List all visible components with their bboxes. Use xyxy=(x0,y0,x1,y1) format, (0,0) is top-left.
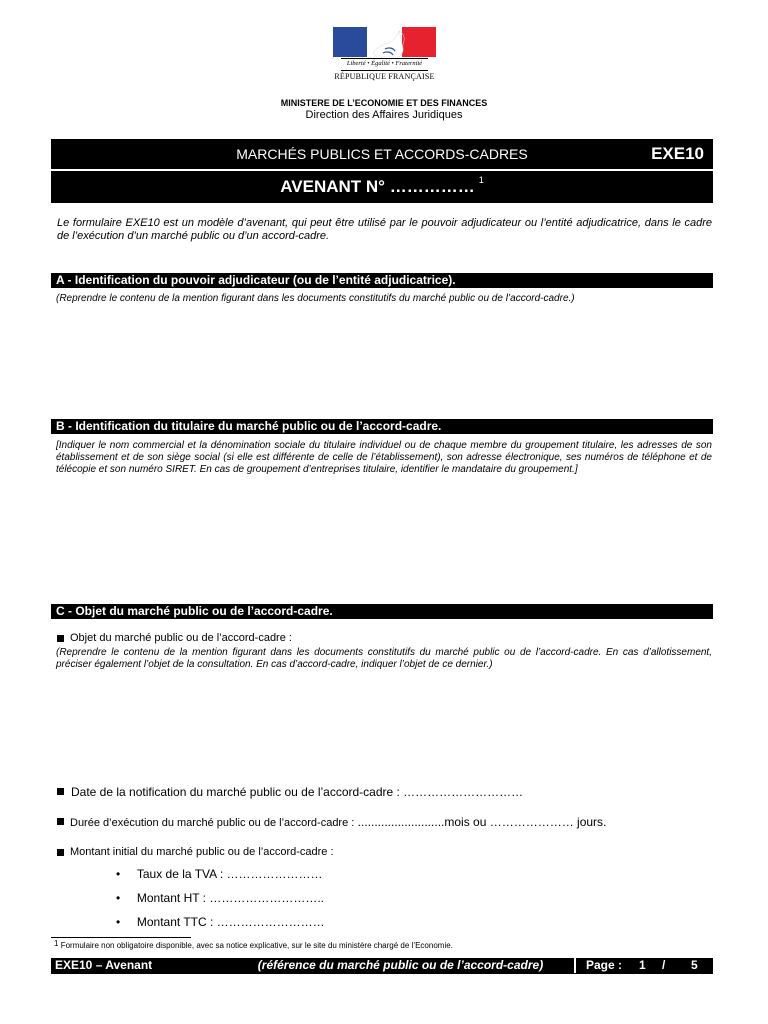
avenant-title-bar xyxy=(51,171,713,203)
montant-item[interactable]: • Montant HT : ……………………….. xyxy=(116,891,325,905)
intro-text: Le formulaire EXE10 est un modèle d’avenant, qui peut être utilisé par le pouvoir adjudicateur ou l’entité adjudicatrice, dans le cadre de l’exécution d’un marché public ou d’un accord-cadre. xyxy=(57,217,712,242)
section-a-note: (Reprendre le contenu de la mention figurant dans les documents constitutifs du marché public ou de l’accord-cadre.) xyxy=(56,293,575,304)
date-notification-field[interactable]: Date de la notification du marché public ou de l’accord-cadre : ………………………… xyxy=(71,785,524,799)
page-total: 5 xyxy=(691,958,698,972)
footnote-text: Formulaire non obligatoire disponible, avec sa notice explicative, sur le site du ministère chargé de l’Economie. xyxy=(60,941,453,950)
duree-label: Durée d’exécution du marché public ou de l’accord-cadre : xyxy=(70,817,355,829)
section-b-title: B - Identification du titulaire du marché public ou de l’accord-cadre. xyxy=(56,419,442,433)
page-label: Page : xyxy=(586,958,623,972)
bullet-icon xyxy=(57,849,64,856)
bullet-icon xyxy=(57,788,64,795)
bullet-icon xyxy=(57,635,64,642)
page-footer xyxy=(51,958,713,974)
section-c-title: C - Objet du marché public ou de l’accord-cadre. xyxy=(56,604,333,618)
duree-fill: ..........................mois ou ………………… jours. xyxy=(357,815,607,829)
taux-tva-field: Taux de la TVA : …………………… xyxy=(136,867,323,881)
page-number: 1 xyxy=(639,958,646,972)
footer-reference: (référence du marché public ou de l’accord-cadre) xyxy=(227,958,574,973)
logo-rule-bottom xyxy=(341,70,428,71)
montant-item[interactable]: • Taux de la TVA : …………………… xyxy=(116,867,323,881)
footnote xyxy=(54,941,453,950)
footer-form-name: EXE10 – Avenant xyxy=(51,958,227,973)
section-c-header xyxy=(51,604,713,619)
marianne-flag-icon xyxy=(333,27,436,57)
footer-pagination xyxy=(576,958,713,973)
objet-input-area[interactable] xyxy=(51,675,713,775)
logo-motto: Liberté • Égalité • Fraternité xyxy=(346,60,423,67)
bullet-icon xyxy=(57,818,64,825)
form-code: EXE10 xyxy=(651,144,704,163)
direction-name: Direction des Affaires Juridiques xyxy=(305,109,463,121)
ministry-name: MINISTERE DE L’ECONOMIE ET DES FINANCES xyxy=(280,98,488,108)
montant-ht-field: Montant HT : ……………………….. xyxy=(136,891,325,905)
form-header-bar xyxy=(51,139,713,169)
logo-rule-top xyxy=(341,58,428,59)
logo-republic: RÉPUBLIQUE FRANÇAISE xyxy=(334,72,435,81)
duree-field[interactable] xyxy=(70,815,606,829)
avenant-title: AVENANT N° …………… xyxy=(280,177,475,196)
section-a-header xyxy=(51,273,713,288)
objet-label: Objet du marché public ou de l’accord-cadre : xyxy=(70,632,292,644)
section-a-input-area[interactable] xyxy=(51,310,713,410)
avenant-footnote-ref: 1 xyxy=(478,175,484,185)
montant-item[interactable]: • Montant TTC : ……………………… xyxy=(116,915,325,929)
montant-label: Montant initial du marché public ou de l’accord-cadre : xyxy=(70,846,334,858)
form-category-title: MARCHÉS PUBLICS ET ACCORDS-CADRES xyxy=(236,146,528,162)
republique-francaise-logo xyxy=(333,27,436,87)
objet-note: (Reprendre le contenu de la mention figurant dans les documents constitutifs du marché public ou de l’accord-cadre. En cas d’allotissement, préciser également l’objet de la consultation. En cas d’accord-cadre, indiquer l’objet de ce dernier.) xyxy=(56,647,712,670)
section-b-header xyxy=(51,419,713,434)
section-b-note: [Indiquer le nom commercial et la dénomination sociale du titulaire individuel ou de chaque membre du groupement titulaire, les adresses de son établissement et de son siège social (si elle est différente de celle de l’établissement), son adresse électronique, ses numéros de téléphone et de télécopie et son numéro SIRET. En cas de groupement d’entreprises titulaire, identifier le mandataire du groupement.] xyxy=(56,440,712,475)
footnote-rule xyxy=(51,937,191,938)
avenant-title-wrap xyxy=(51,177,713,197)
footnote-number: 1 xyxy=(54,939,59,948)
page-separator: / xyxy=(662,958,666,972)
section-a-title: A - Identification du pouvoir adjudicateur (ou de l’entité adjudicatrice). xyxy=(56,273,456,287)
section-b-input-area[interactable] xyxy=(51,495,713,595)
montant-ttc-field: Montant TTC : ……………………… xyxy=(136,915,325,929)
